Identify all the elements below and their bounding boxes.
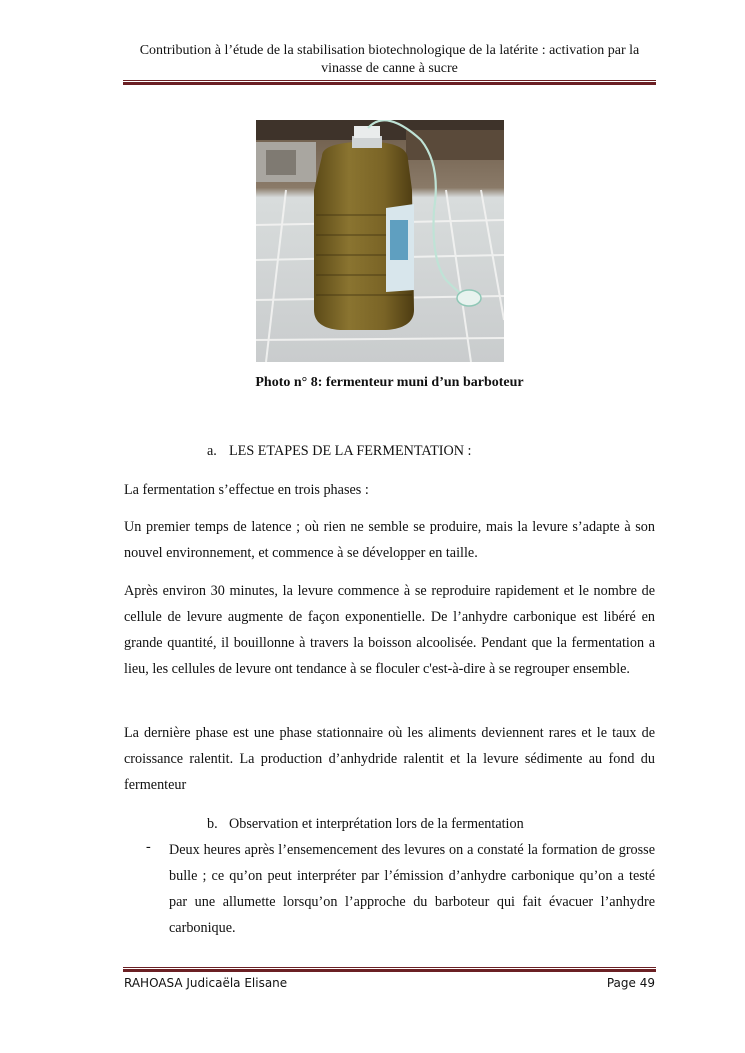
- footer-rule-thin: [123, 967, 656, 968]
- section-a-title: LES ETAPES DE LA FERMENTATION :: [229, 443, 472, 459]
- footer-page-number: Page 49: [606, 976, 655, 990]
- paragraph-intro: La fermentation s’effectue en trois phases :: [124, 482, 369, 498]
- section-b-title: Observation et interprétation lors de la fermentation: [229, 816, 524, 832]
- header-rule-thin: [123, 80, 656, 81]
- fermenter-photo: [256, 120, 504, 362]
- header-rule-thick: [123, 82, 656, 85]
- photo-caption: Photo n° 8: fermenteur muni d’un barboteur: [255, 375, 524, 390]
- section-a-heading: [207, 442, 471, 460]
- section-b-marker: b.: [207, 816, 218, 832]
- fermenter-bottle-photo: [256, 120, 504, 362]
- section-a-marker: a.: [207, 443, 217, 459]
- list-bullet: -: [146, 839, 151, 855]
- paragraph-stationnaire: La dernière phase est une phase stationnaire où les aliments deviennent rares et le taux de croissance ralentit. La production d’anhydride ralentit et la levure sédimente au fond du fermenteur: [124, 725, 655, 793]
- footer-rule-thick: [123, 969, 656, 972]
- paragraph-croissance: Après environ 30 minutes, la levure commence à se reproduire rapidement et le nombre de cellule de levure augmente de façon exponentielle. De l’anhydre carbonique est libéré en grande quantité, il bouillonne à travers la boisson alcoolisée. Pendant que la fermentation a lieu, les cellules de levure ont tendance à se floculer c'est-à-dire à se regrouper ensemble.: [124, 583, 655, 677]
- footer-author: RAHOASA Judicaëla Elisane: [124, 976, 288, 990]
- paragraph-latence: Un premier temps de latence ; où rien ne semble se produire, mais la levure s’adapte à son nouvel environnement, et commence à se développer en taille.: [124, 519, 655, 561]
- section-b-heading: [207, 815, 524, 833]
- page-header: Contribution à l’étude de la stabilisation biotechnologique de la latérite : activation par la vinasse de canne à sucre: [139, 43, 640, 76]
- list-item-observation: Deux heures après l’ensemencement des levures on a constaté la formation de grosse bulle ; ce qu’on peut interpréter par l’émission d’anhydre carbonique qu’on a testé par une allumette lorsqu’on l’approche du barboteur qui fait évacuer l’anhydre carbonique.: [169, 842, 655, 936]
